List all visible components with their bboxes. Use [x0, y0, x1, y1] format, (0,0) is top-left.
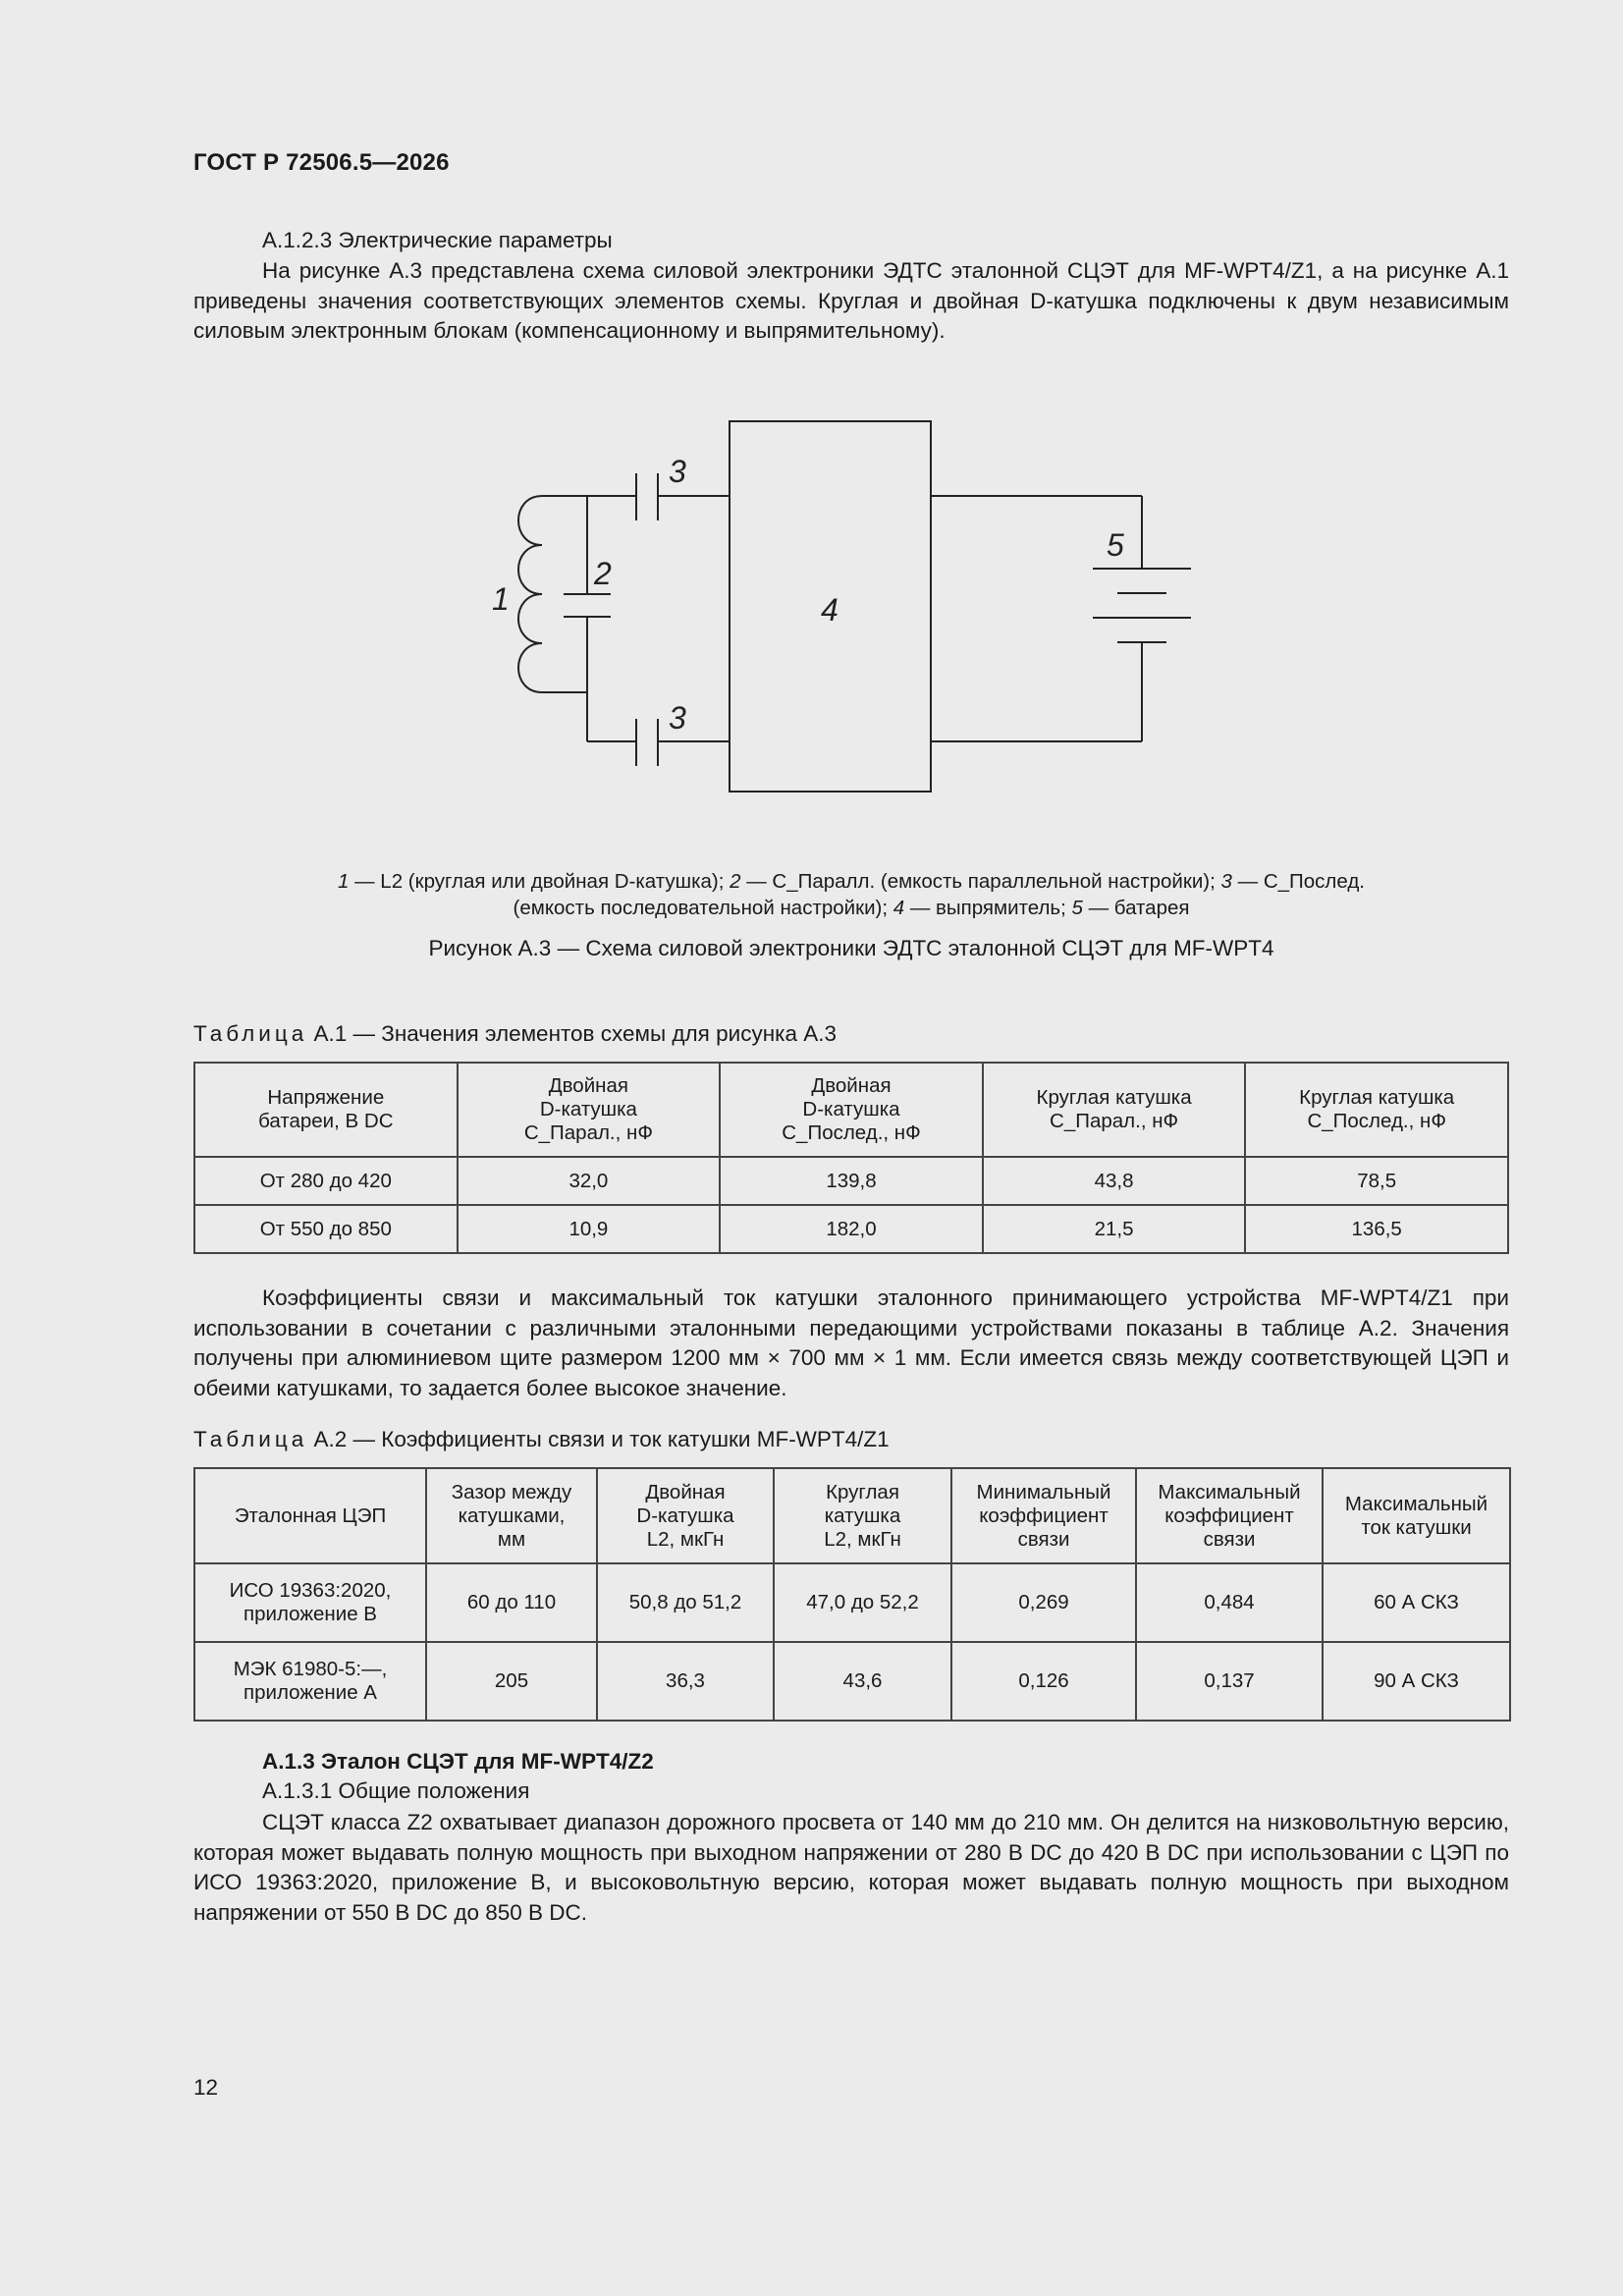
legend-item: 2 — C_Паралл. (емкость параллельной настройки);	[730, 870, 1221, 893]
table-header-cell: Двойная D-катушка C_Послед., нФ	[720, 1063, 983, 1157]
table-cell: 0,137	[1136, 1642, 1323, 1721]
section-a123-paragraph: На рисунке А.3 представлена схема силовой электроники ЭДТС эталонной СЦЭТ для MF-WPT4/Z1, а на рисунке А.1 приведены значения соответствующих элементов схемы. Круглая и двойная D-катушка подключены к двум независимым силовым электронным блокам (компенсационному и выпрямительному).	[193, 258, 1509, 343]
table-cell: 136,5	[1245, 1205, 1508, 1253]
table-cell: 90 А СКЗ	[1323, 1642, 1510, 1721]
table-cell: От 550 до 850	[194, 1205, 458, 1253]
table-header-cell: Круглая катушка L2, мкГн	[774, 1468, 951, 1563]
table-cell: 21,5	[983, 1205, 1246, 1253]
table-cell: 0,269	[951, 1563, 1136, 1642]
table1	[193, 1062, 1509, 1254]
label-cap-parallel: 2	[594, 556, 612, 591]
label-block: 4	[821, 592, 839, 628]
table-cell: От 280 до 420	[194, 1157, 458, 1205]
table-header-cell: Максимальный коэффициент связи	[1136, 1468, 1323, 1563]
table2	[193, 1467, 1511, 1722]
table-header-cell: Максимальный ток катушки	[1323, 1468, 1510, 1563]
table-cell: 205	[426, 1642, 597, 1721]
section-a131-paragraph: СЦЭТ класса Z2 охватывает диапазон дорожного просвета от 140 мм до 210 мм. Он делится на низковольтную версию, которая может выдавать полную мощность при выходном напряжении от 280 В DC до 420 В DC при использовании с ЦЭП по ИСО 19363:2020, приложение В, и высоковольтную версию, которая может выдавать полную мощность при выходном напряжении от 550 В DC до 850 В DC.	[193, 1810, 1509, 1925]
legend-item: 4 — выпрямитель;	[893, 897, 1072, 919]
page-number: 12	[193, 2075, 219, 2100]
table-cell: 36,3	[597, 1642, 774, 1721]
table-cell: 0,126	[951, 1642, 1136, 1721]
figure-caption: Рисунок А.3 — Схема силовой электроники ЭДТС эталонной СЦЭТ для MF-WPT4	[428, 936, 1274, 960]
legend-item: 1 — L2 (круглая или двойная D-катушка);	[338, 870, 730, 893]
inductor-coil	[518, 496, 542, 692]
circuit-diagram	[481, 412, 1227, 805]
table-cell: 60 до 110	[426, 1563, 597, 1642]
label-cap-series-top: 3	[669, 454, 686, 489]
table-cell: 32,0	[458, 1157, 721, 1205]
table-header-cell: Круглая катушка C_Послед., нФ	[1245, 1063, 1508, 1157]
coupling-paragraph: Коэффициенты связи и максимальный ток катушки эталонного принимающего устройства MF-WPT4/Z1 при использовании в сочетании с различными эталонными передающими устройствами показаны в таблице А.2. Значения получены при алюминиевом щите размером 1200 мм × 700 мм × 1 мм. Если имеется связь между соответствующей ЦЭП и обеими катушками, то задается более высокое значение.	[193, 1285, 1509, 1400]
figure-legend-line-1	[193, 868, 1509, 895]
table-cell: 0,484	[1136, 1563, 1323, 1642]
section-a131-heading: А.1.3.1 Общие положения	[262, 1778, 530, 1803]
label-cap-series-bottom: 3	[669, 700, 686, 736]
table-header-cell: Зазор между катушками, мм	[426, 1468, 597, 1563]
document-code: ГОСТ Р 72506.5—2026	[193, 149, 450, 176]
table-row	[194, 1205, 1508, 1253]
section-a13-heading: А.1.3 Эталон СЦЭТ для MF-WPT4/Z2	[262, 1749, 654, 1774]
table-header-cell: Эталонная ЦЭП	[194, 1468, 426, 1563]
table-cell: 60 А СКЗ	[1323, 1563, 1510, 1642]
table-header-cell: Напряжение батареи, В DC	[194, 1063, 458, 1157]
table-header-row	[194, 1468, 1510, 1563]
table-cell: ИСО 19363:2020, приложение В	[194, 1563, 426, 1642]
table-header-cell: Круглая катушка C_Парал., нФ	[983, 1063, 1246, 1157]
label-battery: 5	[1107, 527, 1124, 563]
table-cell: МЭК 61980-5:—, приложение А	[194, 1642, 426, 1721]
table-header-row	[194, 1063, 1508, 1157]
table-cell: 139,8	[720, 1157, 983, 1205]
table-header-cell: Минимальный коэффициент связи	[951, 1468, 1136, 1563]
section-a123-heading: А.1.2.3 Электрические параметры	[262, 228, 613, 252]
table-row	[194, 1642, 1510, 1721]
table-cell: 43,8	[983, 1157, 1246, 1205]
table-cell: 47,0 до 52,2	[774, 1563, 951, 1642]
legend-item: 3 — C_Послед.	[1220, 870, 1365, 893]
table1-caption: Таблица А.1 — Значения элементов схемы для рисунка А.3	[193, 1021, 837, 1046]
table-cell: 10,9	[458, 1205, 721, 1253]
figure-legend-line-2	[193, 895, 1509, 921]
table-cell: 78,5	[1245, 1157, 1508, 1205]
table-header-cell: Двойная D-катушка C_Парал., нФ	[458, 1063, 721, 1157]
table-cell: 43,6	[774, 1642, 951, 1721]
table2-caption: Таблица А.2 — Коэффициенты связи и ток катушки MF-WPT4/Z1	[193, 1427, 890, 1451]
table-cell: 50,8 до 51,2	[597, 1563, 774, 1642]
label-inductor: 1	[492, 581, 510, 617]
legend-item: 5 — батарея	[1071, 897, 1190, 919]
legend-item: (емкость последовательной настройки);	[513, 897, 893, 919]
table-row	[194, 1563, 1510, 1642]
table-cell: 182,0	[720, 1205, 983, 1253]
table-header-cell: Двойная D-катушка L2, мкГн	[597, 1468, 774, 1563]
table-row	[194, 1157, 1508, 1205]
